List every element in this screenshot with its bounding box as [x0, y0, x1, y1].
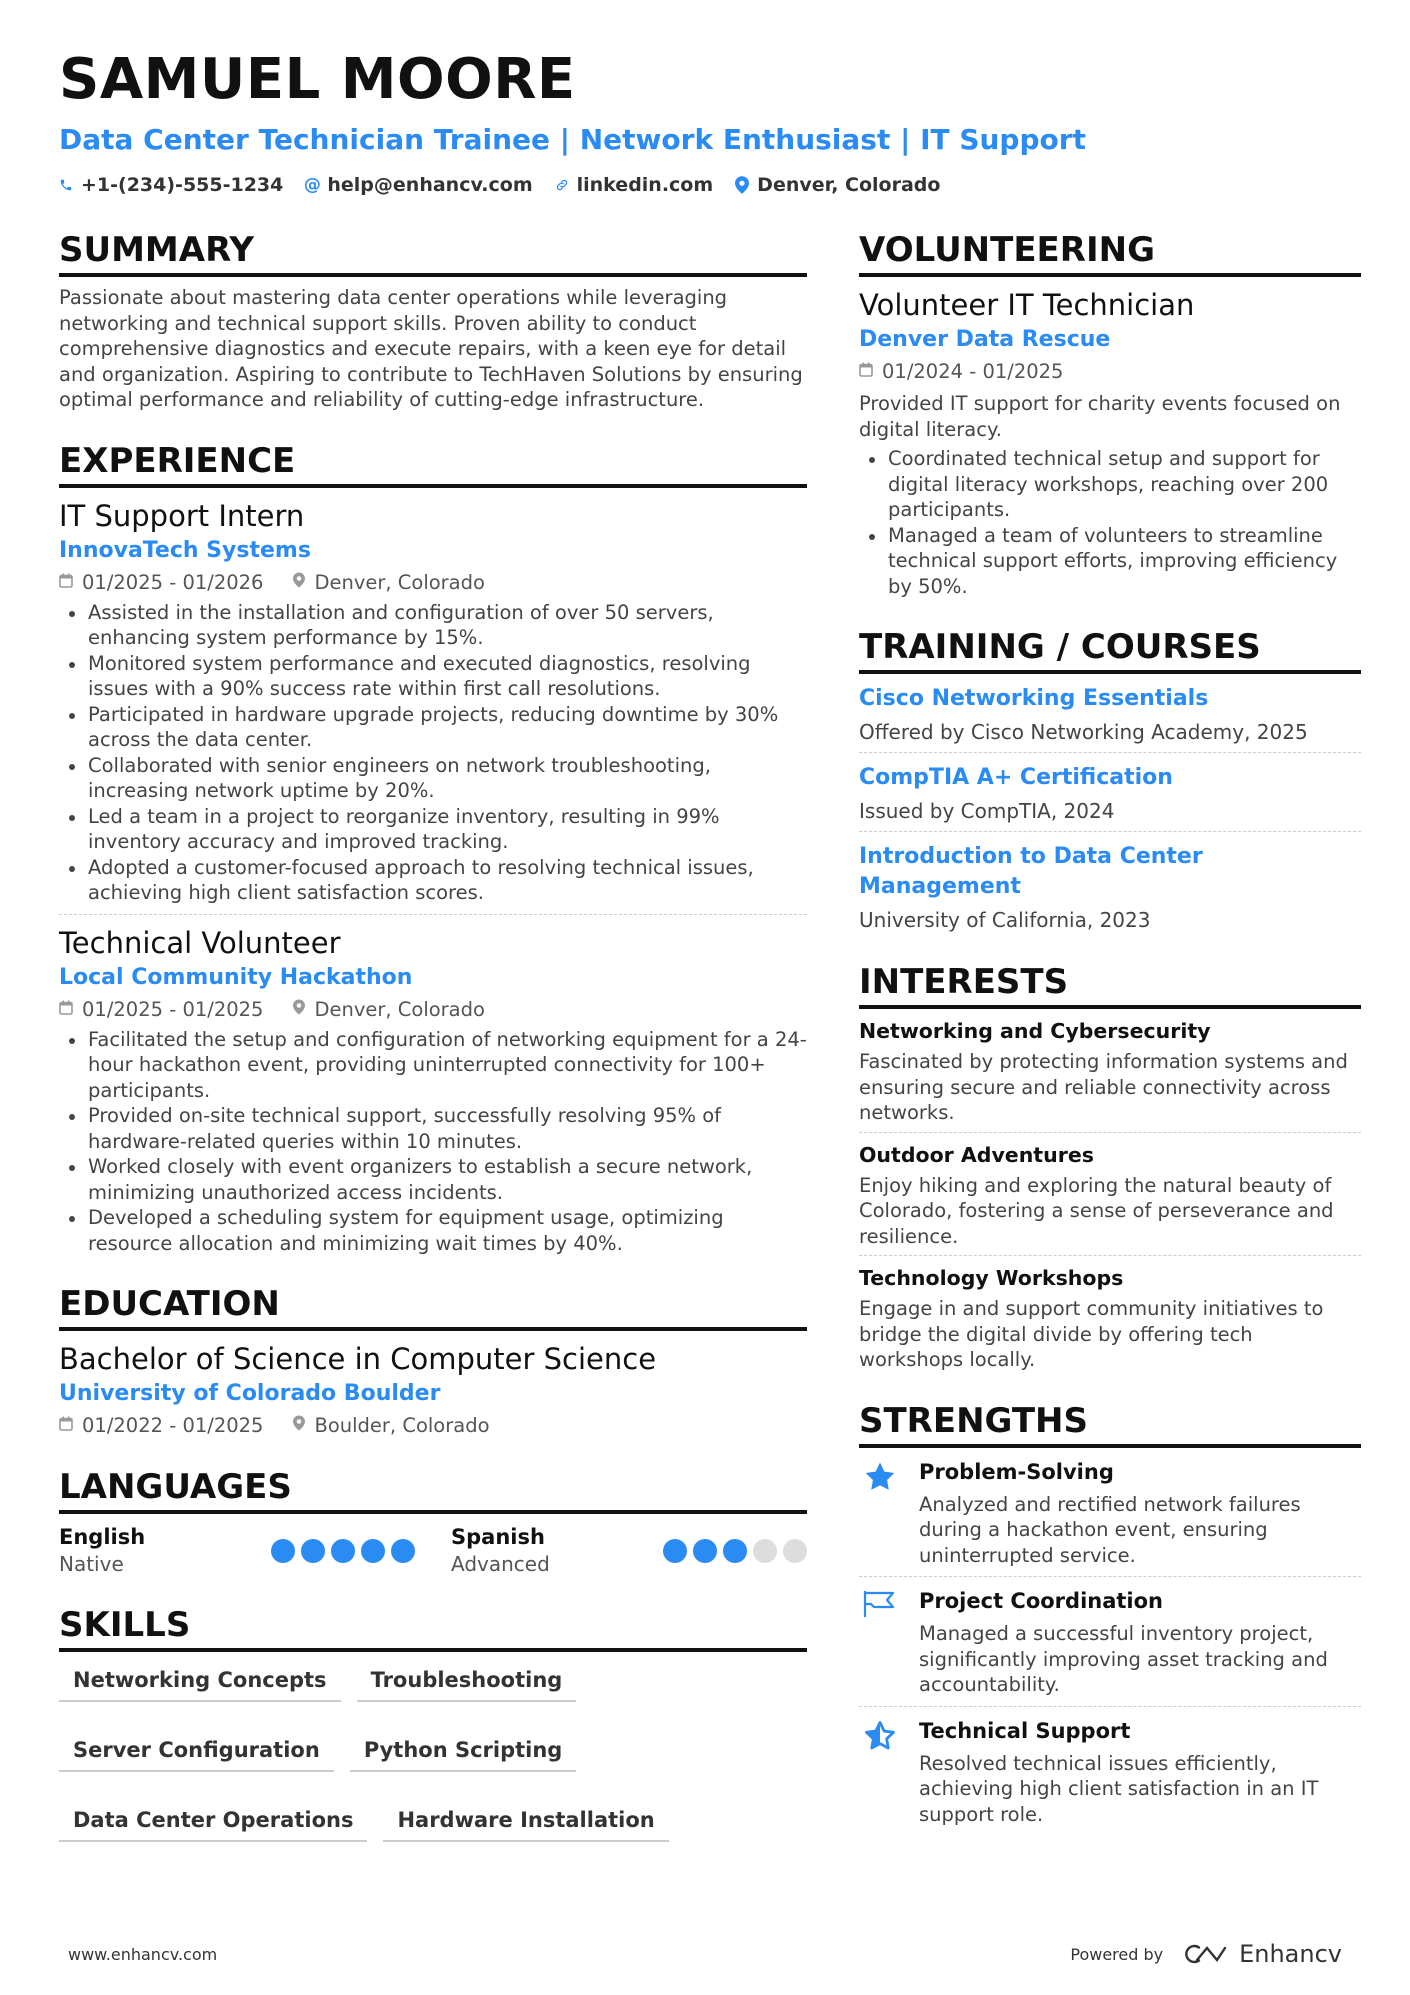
- proficiency-dot: [271, 1539, 295, 1563]
- training-section: [859, 627, 1361, 934]
- course-name: Cisco Networking Essentials: [859, 686, 1209, 711]
- divider: [859, 1255, 1361, 1256]
- interest-text: Engage in and support community initiatives to bridge the digital divide by offering tech workshops locally.: [859, 1297, 1324, 1371]
- language-item: [59, 1524, 415, 1577]
- list-item: Developed a scheduling system for equipment usage, optimizing resource allocation and minimizing wait times by 40%.: [59, 1205, 807, 1256]
- strength-text: Resolved technical issues efficiently, achieving high client satisfaction in an IT support role.: [919, 1751, 1319, 1826]
- contact-link[interactable]: [555, 174, 714, 196]
- candidate-name: SAMUEL MOORE: [59, 47, 576, 112]
- list-item: Adopted a customer-focused approach to resolving technical issues, achieving high client satisfaction scores.: [59, 855, 807, 906]
- school-name: University of Colorado Boulder: [59, 1381, 441, 1406]
- interest-item: [859, 1017, 1361, 1133]
- education-section: [59, 1284, 807, 1439]
- proficiency-dot: [361, 1539, 385, 1563]
- calendar-icon: [859, 359, 873, 385]
- skills-list: [59, 1664, 807, 1842]
- phone-text: +1-(234)-555-1234: [81, 174, 284, 196]
- contact-bar: [59, 174, 1361, 196]
- strength-text: Analyzed and rectified network failures during a hackathon event, ensuring uninterrupted service.: [919, 1492, 1301, 1567]
- list-item: Participated in hardware upgrade projects, reducing downtime by 30% across the data center.: [59, 702, 807, 753]
- experience-section: [59, 441, 807, 1257]
- skill-tag: Python Scripting: [350, 1734, 577, 1772]
- proficiency-dots: [663, 1539, 807, 1563]
- degree-title: Bachelor of Science in Computer Science: [59, 1342, 657, 1376]
- summary-heading: SUMMARY: [59, 230, 807, 277]
- volunteering-heading: VOLUNTEERING: [859, 230, 1361, 277]
- contact-email[interactable]: [305, 174, 532, 196]
- course-name: Introduction to Data Center Management: [859, 844, 1203, 899]
- course-item: [859, 763, 1361, 832]
- skill-tag: Data Center Operations: [59, 1804, 367, 1842]
- strengths-section: [859, 1401, 1361, 1828]
- strength-name: Problem-Solving: [919, 1459, 1114, 1484]
- divider: [59, 914, 807, 915]
- proficiency-dots: [271, 1539, 415, 1563]
- volunteer-dates: 01/2024 - 01/2025: [882, 360, 1064, 383]
- course-item: [859, 684, 1361, 753]
- skill-tag: Networking Concepts: [59, 1664, 341, 1702]
- interests-heading: INTERESTS: [859, 962, 1361, 1009]
- strength-name: Project Coordination: [919, 1589, 1164, 1613]
- proficiency-dot: [693, 1539, 717, 1563]
- interest-item: [859, 1141, 1361, 1257]
- resume-header: [59, 44, 1361, 196]
- job-meta: [59, 997, 807, 1023]
- at-icon: @: [303, 175, 321, 195]
- skill-tag: Hardware Installation: [383, 1804, 668, 1842]
- strength-name: Technical Support: [919, 1718, 1131, 1743]
- link-text: linkedin.com: [576, 174, 714, 196]
- volunteer-bullets: [859, 446, 1361, 599]
- company-name: Local Community Hackathon: [59, 964, 413, 990]
- location-text: Denver, Colorado: [757, 174, 941, 196]
- divider: [859, 1132, 1361, 1133]
- education-location: Boulder, Colorado: [314, 1414, 490, 1437]
- languages-heading: LANGUAGES: [59, 1467, 807, 1514]
- job-dates: 01/2025 - 01/2026: [82, 570, 264, 594]
- email-text: help@enhancv.com: [327, 174, 533, 196]
- resume-page: [59, 44, 1361, 1870]
- company-name: InnovaTech Systems: [59, 537, 311, 563]
- strengths-heading: STRENGTHS: [859, 1401, 1361, 1448]
- contact-phone[interactable]: [59, 174, 283, 196]
- proficiency-dot: [301, 1539, 325, 1563]
- summary-section: [59, 230, 807, 413]
- skill-tag: Troubleshooting: [357, 1664, 577, 1702]
- divider: [859, 1576, 1361, 1577]
- divider: [859, 1706, 1361, 1707]
- experience-entry: [59, 498, 807, 906]
- language-level: Advanced: [451, 1552, 550, 1576]
- languages-section: [59, 1467, 807, 1577]
- calendar-icon: [59, 997, 73, 1023]
- list-item: Managed a team of volunteers to streamline technical support efforts, improving efficiency by 50%.: [859, 523, 1361, 600]
- page-footer: [68, 1940, 1342, 1968]
- left-column: [59, 230, 807, 1870]
- experience-entry: [59, 925, 807, 1257]
- interest-item: [859, 1264, 1361, 1373]
- enhancv-logo-icon: [1183, 1942, 1229, 1966]
- job-bullets: [59, 1027, 807, 1257]
- language-name: Spanish: [451, 1525, 545, 1549]
- location-pin-icon: [293, 570, 305, 596]
- proficiency-dot: [663, 1539, 687, 1563]
- footer-website[interactable]: www.enhancv.com: [68, 1944, 218, 1964]
- brand-name: Enhancv: [1239, 1940, 1342, 1968]
- list-item: Monitored system performance and executed diagnostics, resolving issues with a 90% success rate within first call resolutions.: [59, 651, 807, 702]
- skills-heading: SKILLS: [59, 1605, 807, 1652]
- strength-item: [859, 1587, 1361, 1698]
- star-outline-icon: [859, 1717, 901, 1828]
- volunteer-description: Provided IT support for charity events focused on digital literacy.: [859, 392, 1341, 441]
- flag-icon: [859, 1587, 901, 1698]
- star-icon: [859, 1458, 901, 1569]
- interest-text: Enjoy hiking and exploring the natural beauty of Colorado, fostering a sense of perseverance and resilience.: [859, 1173, 1334, 1248]
- list-item: Worked closely with event organizers to establish a secure network, minimizing unauthorized access incidents.: [59, 1154, 807, 1205]
- skills-section: [59, 1605, 807, 1842]
- list-item: Led a team in a project to reorganize inventory, resulting in 99% inventory accuracy and improved tracking.: [59, 804, 807, 855]
- language-name: English: [59, 1525, 146, 1549]
- location-pin-icon: [293, 997, 305, 1023]
- proficiency-dot: [391, 1539, 415, 1563]
- job-meta: [59, 570, 807, 596]
- job-title: Technical Volunteer: [59, 925, 341, 960]
- divider: [859, 831, 1361, 832]
- list-item: Coordinated technical setup and support for digital literacy workshops, reaching over 200 participants.: [859, 446, 1361, 523]
- strength-item: [859, 1458, 1361, 1569]
- powered-by-label: Powered by: [1070, 1944, 1164, 1964]
- calendar-icon: [59, 570, 73, 596]
- course-name: CompTIA A+ Certification: [859, 765, 1173, 790]
- contact-location: [735, 174, 940, 196]
- job-bullets: [59, 600, 807, 906]
- volunteer-role: Volunteer IT Technician: [859, 288, 1195, 322]
- job-location: Denver, Colorado: [314, 997, 485, 1021]
- list-item: Provided on-site technical support, successfully resolving 95% of hardware-related queries within 10 minutes.: [59, 1103, 807, 1154]
- list-item: Collaborated with senior engineers on network troubleshooting, increasing network uptime by 20%.: [59, 753, 807, 804]
- calendar-icon: [59, 1413, 73, 1439]
- course-detail: Issued by CompTIA, 2024: [859, 799, 1115, 823]
- location-pin-icon: [293, 1413, 305, 1439]
- education-meta: [59, 1413, 807, 1439]
- course-item: [859, 842, 1361, 934]
- list-item: Assisted in the installation and configuration of over 50 servers, enhancing system performance by 15%.: [59, 600, 807, 651]
- interest-name: Networking and Cybersecurity: [859, 1019, 1211, 1043]
- proficiency-dot: [331, 1539, 355, 1563]
- interest-text: Fascinated by protecting information systems and ensuring secure and reliable connectivity across networks.: [859, 1050, 1348, 1124]
- list-item: Facilitated the setup and configuration of networking equipment for a 24-hour hackathon event, providing uninterrupted connectivity for 100+ participants.: [59, 1027, 807, 1104]
- location-pin-icon: [735, 176, 749, 194]
- volunteer-org: Denver Data Rescue: [859, 327, 1111, 352]
- course-detail: University of California, 2023: [859, 908, 1151, 932]
- proficiency-dot: [783, 1539, 807, 1563]
- interest-name: Technology Workshops: [859, 1266, 1124, 1290]
- skill-tag: Server Configuration: [59, 1734, 334, 1772]
- language-level: Native: [59, 1552, 124, 1576]
- strength-text: Managed a successful inventory project, significantly improving asset tracking and accountability.: [919, 1622, 1328, 1696]
- strength-item: [859, 1717, 1361, 1828]
- job-dates: 01/2025 - 01/2025: [82, 997, 264, 1021]
- course-detail: Offered by Cisco Networking Academy, 2025: [859, 720, 1308, 744]
- headline: Data Center Technician Trainee | Network Enthusiast | IT Support: [59, 123, 1086, 156]
- proficiency-dot: [723, 1539, 747, 1563]
- powered-by: [1070, 1940, 1342, 1968]
- divider: [859, 752, 1361, 753]
- training-heading: TRAINING / COURSES: [859, 627, 1361, 674]
- summary-text: Passionate about mastering data center operations while leveraging networking and technical support skills. Proven ability to conduct comprehensive diagnostics and execute repairs, with a keen eye for detail and organization. Aspiring to contribute to TechHaven Solutions by ensuring optimal performance and reliability of cutting-edge infrastructure.: [59, 286, 803, 411]
- experience-heading: EXPERIENCE: [59, 441, 807, 488]
- language-item: [451, 1524, 807, 1577]
- education-heading: EDUCATION: [59, 1284, 807, 1331]
- brand-logo[interactable]: [1183, 1940, 1342, 1968]
- phone-icon: [59, 178, 73, 192]
- education-dates: 01/2022 - 01/2025: [82, 1414, 264, 1437]
- interest-name: Outdoor Adventures: [859, 1142, 1094, 1167]
- job-location: Denver, Colorado: [314, 570, 485, 594]
- volunteer-meta: [859, 359, 1361, 385]
- volunteering-section: [859, 230, 1361, 599]
- link-icon: [555, 177, 569, 193]
- job-title: IT Support Intern: [59, 498, 305, 533]
- proficiency-dot: [753, 1539, 777, 1563]
- interests-section: [859, 962, 1361, 1373]
- right-column: [859, 230, 1361, 1870]
